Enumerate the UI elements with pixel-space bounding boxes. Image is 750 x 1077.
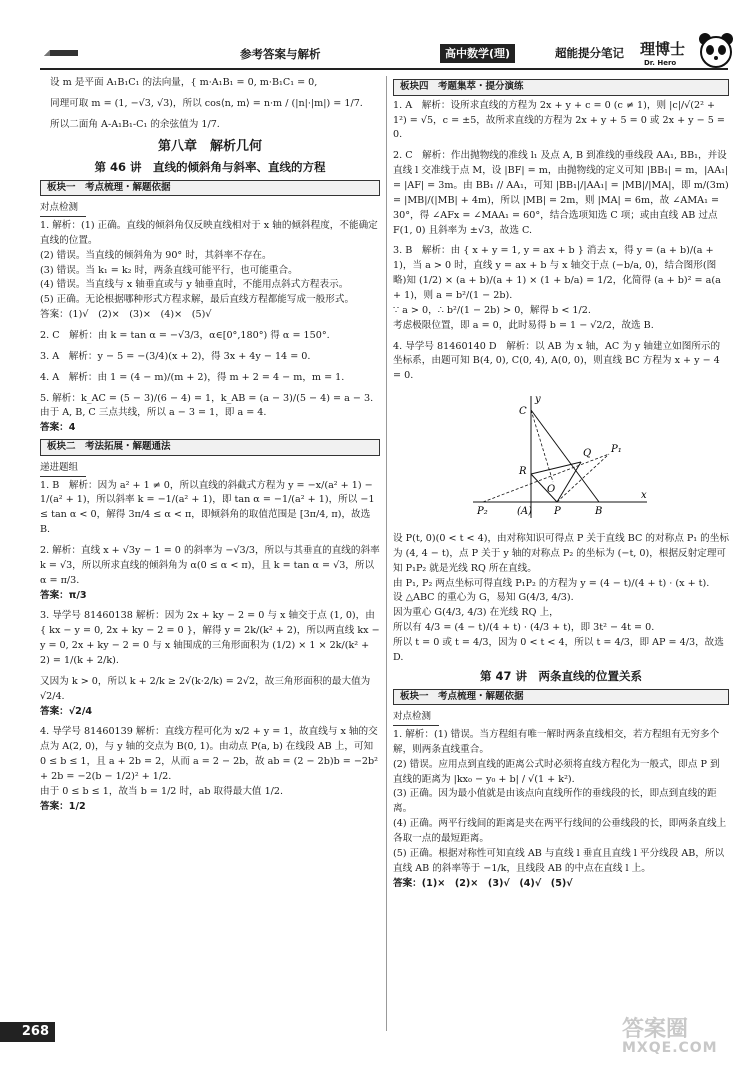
right-q12: 所以 t = 0 或 t = 4/3，因为 0 < t < 4，所以 t = 4/3，即 AP = 4/3，故选 D. [393,637,724,663]
right-q01: 1. A 解析：设所求直线的方程为 2x + y + c = 0 (c ≠ 1)，则 |c|/√(2² + 1²) = √5，c = ±5，故所求直线的方程为 2x + y + 5 = 0 或 2x + y − 5 = 0. [393,99,725,141]
panda-logo-icon [696,30,736,70]
right-q02: 2. C 解析：作出抛物线的准线 l₁ 及点 A, B 到准线的垂线段 AA₁, BB₁，并设直线 l 交准线于点 M，设 |BF| = m，由抛物线的定义可知 |BB₁| = m，|AA₁| = |AF| = 3m。由 BB₁ // AA₁，可知 |BB₁|/|AA₁| = |MB|/|MA|，即 m/(3m) = |MB|/(|MB| + 4m)，所以 |MB| = 2m，则 |MA| = 6m，故 ∠AMA₁ = 30°，得 ∠AFx = ∠MAA₁ = 60°，结合选项知选 C 项；或由直线 AB 过点 F(1, 0) 且斜率为 ±√3，故选 C. [393,150,729,236]
right-q17: (5) 正确。根据对称性可知直线 AB 与直线 l 垂直且直线 l 平分线段 AB，所以直线 AB 的斜率等于 −1/k，且线段 AB 的中点在直线 l 上。 [393,847,725,874]
brand-logo-text: 理博士 [640,40,686,58]
column-divider [386,76,387,1031]
right-q08: 由 P₁, P₂ 两点坐标可得直线 P₁P₂ 的方程为 y = (4 − t)/(4 + t) · (x + t). [393,577,710,589]
right-q10: 因为重心 G(4/3, 4/3) 在光线 RQ 上， [393,607,559,619]
left-p15: 答案：4 [40,422,76,434]
right-q14: (2) 错误。应用点到直线的距离公式时必须将直线方程化为一般式，即点 P 到直线的距离为 |kx₀ − y₀ + b| / √(1 + k²). [393,758,720,785]
left-p09: 答案：(1)√ (2)× (3)× (4)× (5)√ [40,309,212,321]
section-block-2: 板块二 考法拓展・解题通法 [40,439,380,456]
label-r: R [519,466,527,478]
left-p12: 4. A 解析：由 1 = (4 − m)/(m + 2)，得 m + 2 = 4 − m，m = 1. [40,371,345,383]
left-p10: 2. C 解析：由 k = tan α = −√3/3，α∈[0°,180°) 得 α = 150°. [40,329,330,341]
left-p13: 5. 解析：k_AC = (5 − 3)/(6 − 4) = 1，k_AB = (a − 3)/(5 − 4) = a − 3. [40,392,374,404]
label-y: y [535,394,541,406]
subsection-label: 对点检测 [393,710,439,726]
right-q13: 1. 解析：(1) 错误。当方程组有唯一解时两条直线相交，若方程组有无穷多个解，则两条直线重合。 [393,729,720,755]
label-a: (A) [517,506,533,518]
left-p03: 所以二面角 A-A₁B₁-C₁ 的余弦值为 1/7. [50,118,220,130]
left-p21: 答案：√2/4 [40,705,93,717]
label-p2: P₂ [477,506,488,518]
label-p: P [554,506,561,518]
left-p02: 同理可取 m = (1, −√3, √3)，所以 cos⟨n, m⟩ = n·m / (|n|·|m|) = 1/7. [50,97,363,109]
left-p20: 又因为 k > 0，所以 k + 2/k ≥ 2√(k·2/k) = 2√2，故三角形面积的最大值为 √2/4. [40,675,371,702]
page-header [40,38,730,72]
header-rule [40,68,728,70]
pen-icon [44,46,84,60]
left-p07: (4) 错误。当直线与 x 轴垂直或与 y 轴垂直时，不能用点斜式方程表示。 [40,279,349,291]
lecture-46-title: 第 46 讲 直线的倾斜角与斜率、直线的方程 [94,159,326,174]
brand-logo-subtitle: Dr. Hero [644,59,677,67]
right-q16: (4) 正确。两平行线间的距离是夹在两平行线间的公垂线段的长，即两条直线上各取一点的最短距离。 [393,818,727,845]
label-q: Q [583,448,592,460]
right-q04: ∵ a > 0，∴ b²/(1 − 2b) > 0，解得 b < 1/2. [393,304,591,316]
watermark [622,1018,742,1073]
section-block-1: 板块一 考点梳理・解题依据 [40,180,380,197]
left-p05: (2) 错误。当直线的倾斜角为 90° 时，其斜率不存在。 [40,249,272,261]
right-q09: 设 △ABC 的重心为 G，易知 G(4/3, 4/3). [393,592,574,604]
segment-qp [557,462,581,502]
header-left-title: 参考答案与解析 [240,47,321,61]
left-p18: 答案：π/3 [40,589,87,601]
right-q06: 4. 导学号 81460140 D 解析：以 AB 为 x 轴，AC 为 y 轴建立如图所示的坐标系，由题可知 B(4, 0), C(0, 4), A(0, 0)，则直线 BC 方程为 x + y − 4 = 0. [393,340,721,382]
subsection-label: 递进题组 [40,461,86,477]
right-q15: (3) 正确。因为最小值就是由该点向直线所作的垂线段的长，即点到直线的距离。 [393,788,717,815]
left-p22: 4. 导学号 81460139 解析：直线方程可化为 x/2 + y = 1，故直线与 x 轴的交点为 A(2, 0)，与 y 轴的交点为 B(0, 1)。由动点 P(a, b) 在线段 AB 上，可知 0 ≤ b ≤ 1，且 a + 2b = 2，从而 a = 2 − 2b，故 ab = (2 − 2b)b = −2b² + 2b = −2(b − 1/2)² + 1/2. [40,726,378,783]
left-column [40,76,380,815]
chapter-title: 第八章 解析几何 [157,138,262,154]
left-p16: 1. B 解析：因为 a² + 1 ≠ 0，所以直线的斜截式方程为 y = −x/(a² + 1) − 1/(a² + 1)，所以斜率 k = −1/(a² + 1)，即 tan α = −1/(a² + 1)，所以 −1 ≤ tan α < 0，解得 3π/4 ≤ α < π，即倾斜角的取值范围是 [3π/4, π)，故选 B. [40,479,375,536]
left-p23: 由于 0 ≤ b ≤ 1，故当 b = 1/2 时，ab 取得最大值 1/2. [40,785,284,797]
geometry-diagram [471,392,651,520]
page-number: 268 [0,1022,55,1042]
right-q11: 所以有 4/3 = (4 − t)/(4 + t) · (4/3 + t)，即 3t² − 4t = 0. [393,622,655,634]
right-q07: 设 P(t, 0)(0 < t < 4)，由对称知识可得点 P 关于直线 BC 的对称点 P₁ 的坐标为 (4, 4 − t)，点 P 关于 y 轴的对称点 P₂ 的坐标为 (−t, 0)，根据反射定理可知 P₁P₂ 就是光线 RQ 所在直线。 [393,533,729,574]
watermark-line-1: 答案圈 [622,1017,689,1042]
section-block-1-right: 板块一 考点梳理・解题依据 [393,689,729,706]
subsection-label: 对点检测 [40,201,86,217]
section-block-4: 板块四 考题集萃・提分演练 [393,79,729,96]
right-q18: 答案：(1)× (2)× (3)√ (4)√ (5)√ [393,877,573,889]
dashed-p-p1 [557,454,609,502]
label-p1: P₁ [611,444,622,456]
right-q03: 3. B 解析：由 { x + y = 1, y = ax + b } 消去 x，得 y = (a + b)/(a + 1)，当 a > 0 时，直线 y = ax + b 与 x 轴交于点 (−b/a, 0)，结合图形(图略)知 (1/2) × (a + b)/(a + 1) × (1 + b/a) = 1/2，化简得 (a + b)² = a(a + 1)，则 a = b²/(1 − 2b). [393,245,721,302]
left-p14: 由于 A, B, C 三点共线，所以 a − 3 = 1，即 a = 4. [40,407,267,419]
dashed-p2-p1 [483,454,609,502]
left-p11: 3. A 解析：y − 5 = −(3/4)(x + 2)，得 3x + 4y − 14 = 0. [40,350,311,362]
header-right-title: 超能提分笔记 [555,46,624,60]
label-c: C [519,406,527,418]
header-subject-box: 高中数学(理) [440,44,515,63]
left-p24: 答案：1/2 [40,800,86,812]
label-x: x [641,490,647,502]
watermark-line-2: MXQE.COM [622,1040,718,1057]
left-p06: (3) 错误。当 k₁ = k₂ 时，两条直线可能平行，也可能重合。 [40,264,298,276]
right-q05: 考虑极限位置，即 a = 0，此时易得 b = 1 − √2/2，故选 B. [393,319,654,331]
left-p19: 3. 导学号 81460138 解析：因为 2x + ky − 2 = 0 与 x 轴交于点 (1, 0)，由 { kx − y = 0, 2x + ky − 2 = 0 }，解得 y = 2k/(k² + 2)，所以两直线 kx − y = 0, 2x + ky − 2 = 0 与 x 轴围成的三角形面积为 (1/2) × 1 × 2k/(k² + 2) = 1/(k + 2/k). [40,610,380,667]
label-o: O [547,484,556,496]
left-p08: (5) 正确。无论根据哪种形式方程求解，最后直线方程都能写成一般形式。 [40,294,355,306]
lecture-47-title: 第 47 讲 两条直线的位置关系 [479,668,642,683]
left-p17: 2. 解析：直线 x + √3y − 1 = 0 的斜率为 −√3/3，所以与其垂直的直线的斜率 k = √3，所以所求直线的倾斜角为 α(0 ≤ α < π)，且 k = tan α = √3，所以 α = π/3. [40,545,380,586]
left-p01: 设 m 是平面 A₁B₁C₁ 的法向量，{ m·A₁B₁ = 0, m·B₁C₁ = 0, [50,77,318,88]
label-b: B [595,506,603,518]
right-column [393,76,729,891]
left-p04: 1. 解析：(1) 正确。直线的倾斜角仅反映直线相对于 x 轴的倾斜程度，不能确定直线的位置。 [40,219,378,246]
